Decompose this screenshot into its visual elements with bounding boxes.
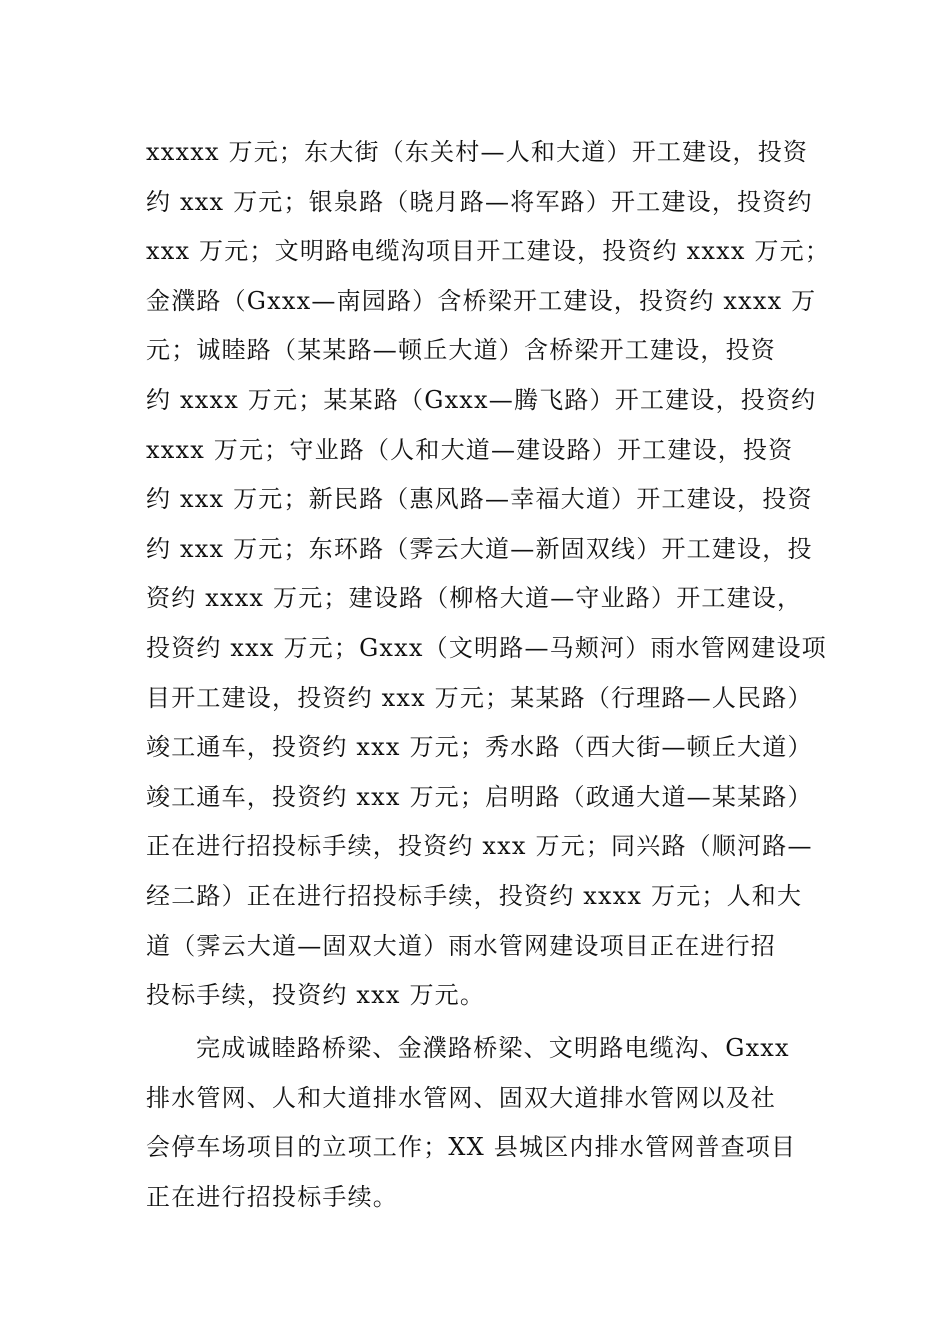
text-line: 经二路）正在进行招投标手续，投资约 xxxx 万元；人和大	[146, 881, 803, 910]
paragraph-investment-projects	[146, 128, 831, 1021]
text-line: 正在进行招投标手续，投资约 xxx 万元；同兴路（顺河路—	[146, 832, 813, 861]
text-line: 约 xxx 万元；东环路（霁云大道—新固双线）开工建设，投	[146, 534, 813, 563]
text-line: 约 xxxx 万元；某某路（Gxxx—腾飞路）开工建设，投资约	[146, 385, 817, 414]
text-line: 约 xxx 万元；银泉路（晓月路—将军路）开工建设，投资约	[146, 187, 813, 216]
text-line: 元；诚睦路（某某路—顿丘大道）含桥梁开工建设，投资	[146, 336, 776, 365]
text-line: 约 xxx 万元；新民路（惠风路—幸福大道）开工建设，投资	[146, 485, 813, 514]
text-line: 道（霁云大道—固双大道）雨水管网建设项目正在进行招	[146, 931, 776, 960]
text-line: 竣工通车，投资约 xxx 万元；启明路（政通大道—某某路）	[146, 782, 813, 811]
text-line: 投资约 xxx 万元；Gxxx（文明路—马颊河）雨水管网建设项	[146, 633, 827, 662]
text-line: xxxxx 万元；东大街（东关村—人和大道）开工建设，投资	[146, 138, 809, 166]
text-line: 正在进行招投标手续。	[146, 1182, 398, 1211]
text-line: 目开工建设，投资约 xxx 万元；某某路（行理路—人民路）	[146, 683, 813, 712]
text-line: xxxx 万元；守业路（人和大道—建设路）开工建设，投资	[146, 435, 794, 464]
text-line: 投标手续，投资约 xxx 万元。	[146, 981, 486, 1010]
text-line: 会停车场项目的立项工作；XX 县城区内排水管网普查项目	[146, 1133, 797, 1162]
text-line: 金濮路（Gxxx—南园路）含桥梁开工建设，投资约 xxxx 万	[146, 286, 817, 315]
text-line: xxx 万元；文明路电缆沟项目开工建设，投资约 xxxx 万元；	[146, 237, 831, 266]
text-line-indented: 完成诚睦路桥梁、金濮路桥梁、文明路电缆沟、Gxxx	[196, 1034, 790, 1062]
paragraph-project-approval	[146, 1024, 816, 1222]
text-line: 竣工通车，投资约 xxx 万元；秀水路（西大街—顿丘大道）	[146, 733, 813, 762]
text-line: 资约 xxxx 万元；建设路（柳格大道—守业路）开工建设，	[146, 584, 803, 613]
text-line: 排水管网、人和大道排水管网、固双大道排水管网以及社	[146, 1083, 776, 1112]
